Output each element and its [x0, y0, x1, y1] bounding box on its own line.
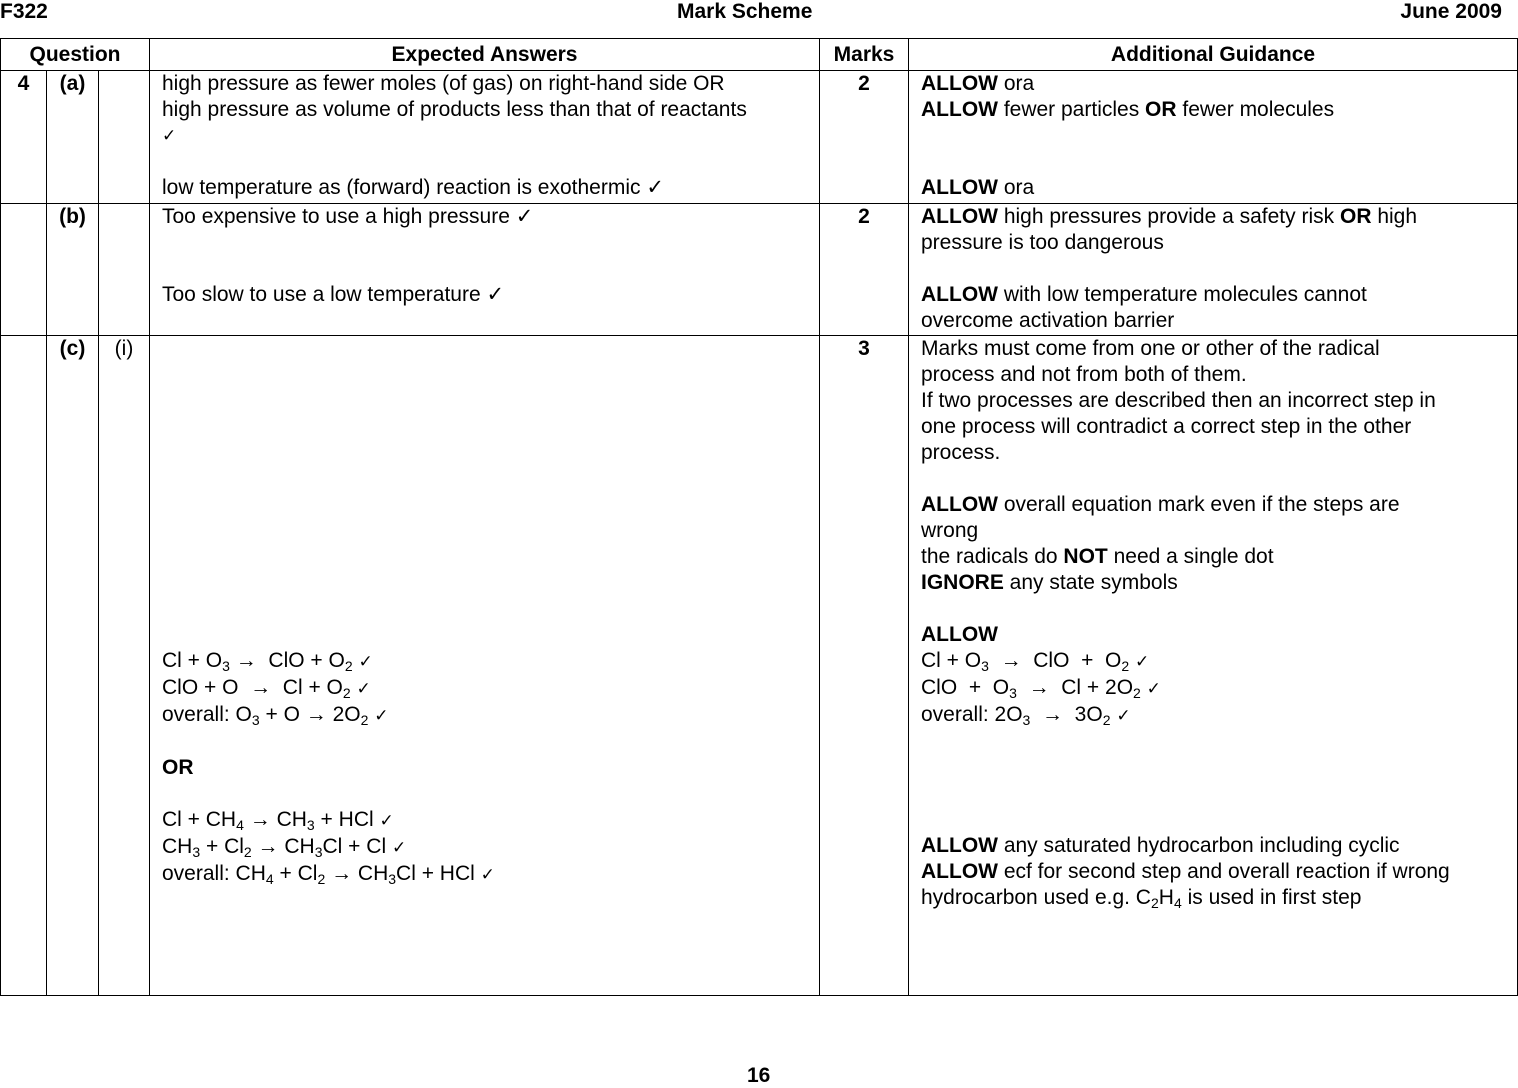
guidance-line: ALLOW any saturated hydrocarbon including cyclic: [921, 834, 1400, 857]
table-row: [1, 204, 1518, 336]
equation-line: overall: $O_3 + O \to 2O_2$ ✓: [162, 703, 389, 728]
answer-line: low temperature as (forward) reaction is exothermic ✓: [162, 176, 664, 199]
equation-line: $Cl + O_3$ → ClO + $O_2$ ✓: [162, 649, 373, 674]
equation-line: overall: $CH_4 + Cl_2 \to CH_3Cl$ + HCl ✓: [162, 862, 495, 887]
guidance: [909, 336, 1518, 996]
table-row: [1, 336, 1518, 996]
guidance-line: ALLOW ecf for second step and overall reaction if wrong: [921, 860, 1450, 883]
guidance-line: ALLOW overall equation mark even if the steps are: [921, 493, 1400, 516]
or-separator: OR: [162, 756, 194, 779]
col-expected-answers: Expected Answers: [150, 39, 820, 71]
question-part: (c): [47, 336, 99, 996]
guidance-line: wrong: [921, 519, 979, 542]
guidance-line: one process will contradict a correct step in the other: [921, 415, 1412, 438]
header-row: [1, 39, 1518, 71]
col-guidance: Additional Guidance: [909, 39, 1518, 71]
question-subpart: [99, 71, 150, 204]
guidance-line: ALLOW high pressures provide a safety risk OR high: [921, 205, 1418, 228]
guidance-line: ALLOW ora: [921, 72, 1035, 95]
guidance-line: process.: [921, 441, 1001, 464]
equation-line: overall: $2O_3 \to 3O_2$ ✓: [921, 703, 1131, 728]
guidance-line: ALLOW with low temperature molecules cannot: [921, 283, 1367, 306]
equation-line: $Cl + CH_4 \to CH_3$ + HCl ✓: [162, 808, 394, 833]
guidance-line: the radicals do NOT need a single dot: [921, 545, 1274, 568]
paper-code: F322: [0, 0, 48, 23]
guidance-line: Marks must come from one or other of the radical: [921, 337, 1380, 360]
equation-line: $CH_3 + Cl_2 \to CH_3Cl + Cl$ ✓: [162, 835, 407, 860]
equation-line: ClO + $O \to Cl + O_2$ ✓: [162, 676, 371, 701]
question-part: (b): [47, 204, 99, 336]
guidance: [909, 204, 1518, 336]
guidance-line: overcome activation barrier: [921, 309, 1175, 332]
question-subpart: (i): [99, 336, 150, 996]
guidance-line: ALLOW fewer particles OR fewer molecules: [921, 98, 1335, 121]
guidance-line: If two processes are described then an incorrect step in: [921, 389, 1436, 412]
guidance-line: ALLOW ora: [921, 176, 1035, 199]
equation-line: $Cl + O_3$ → ClO + $O_2$ ✓: [921, 649, 1150, 674]
question-part: (a): [47, 71, 99, 204]
guidance: [909, 71, 1518, 204]
answer-line: Too slow to use a low temperature ✓: [162, 283, 505, 306]
guidance-line: pressure is too dangerous: [921, 231, 1164, 254]
expected-answer: [150, 336, 820, 996]
exam-date: June 2009: [1400, 0, 1502, 23]
expected-answer: [150, 71, 820, 204]
document-title: Mark Scheme: [677, 0, 813, 23]
answer-line: high pressure as volume of products less than that of reactants: [162, 98, 747, 121]
table-row: [1, 71, 1518, 204]
expected-answer: [150, 204, 820, 336]
guidance-line: ALLOW: [921, 623, 998, 646]
guidance-line: process and not from both of them.: [921, 363, 1247, 386]
mark-scheme-table: [0, 38, 1518, 996]
question-number: 4: [1, 71, 47, 204]
marks-value: 2: [820, 71, 909, 204]
answer-line: Too expensive to use a high pressure ✓: [162, 205, 534, 228]
col-question: Question: [1, 39, 150, 71]
marks-value: 3: [820, 336, 909, 996]
guidance-line: hydrocarbon used e.g. $C_2H_4$ is used in first step: [921, 886, 1362, 911]
col-marks: Marks: [820, 39, 909, 71]
page-number: 16: [747, 1064, 771, 1087]
marks-value: 2: [820, 204, 909, 336]
equation-line: ClO + $O_3 \to Cl + 2O_2$ ✓: [921, 676, 1161, 701]
answer-line: high pressure as fewer moles (of gas) on right-hand side OR: [162, 72, 725, 95]
guidance-line: IGNORE any state symbols: [921, 571, 1178, 594]
tick-mark: ✓: [162, 126, 177, 146]
